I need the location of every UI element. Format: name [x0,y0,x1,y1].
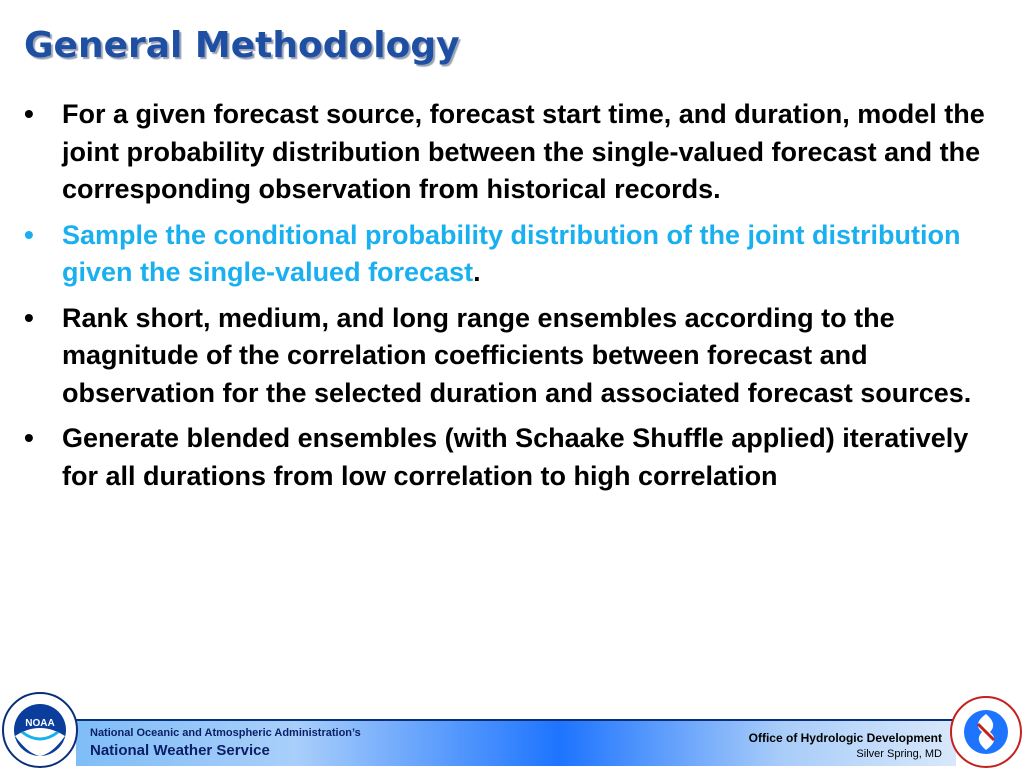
footer-org-line: National Oceanic and Atmospheric Administration’s [90,727,361,739]
bullet-dot: • [24,422,34,453]
bullet-text: Generate blended ensembles (with Schaake Shuffle applied) iteratively for all durations from low correlation to high correlation [62,423,969,491]
bullet-item-highlighted [22,217,1002,292]
footer [0,690,1024,768]
noaa-logo-icon [0,690,80,768]
bullet-text: For a given forecast source, forecast start time, and duration, model the joint probability distribution between the single-valued forecast and the corresponding observation from historical records. [62,99,985,204]
bullet-list [22,96,1002,503]
bullet-dot: • [24,301,34,333]
noaa-logo-text: NOAA [25,718,55,729]
bullet-dot: • [24,98,34,129]
bullet-highlight-text: Sample the conditional probability distribution of the joint distribution given the single-valued forecast [62,219,961,287]
footer-service-name: National Weather Service [90,742,270,759]
bullet-item [22,96,1002,209]
nws-logo-icon [948,694,1024,768]
bullet-item [22,300,1002,413]
footer-office-name: Office of Hydrologic Development [748,731,942,745]
slide-title: General Methodology [24,25,460,66]
bullet-tail: . [473,257,481,287]
bullet-text: Rank short, medium, and long range ensembles according to the magnitude of the correlation coefficients between forecast and observation for the selected duration and associated forecast sources. [62,302,972,408]
footer-location: Silver Spring, MD [856,748,942,760]
bullet-item [22,420,1002,495]
bullet-dot: • [24,218,34,250]
